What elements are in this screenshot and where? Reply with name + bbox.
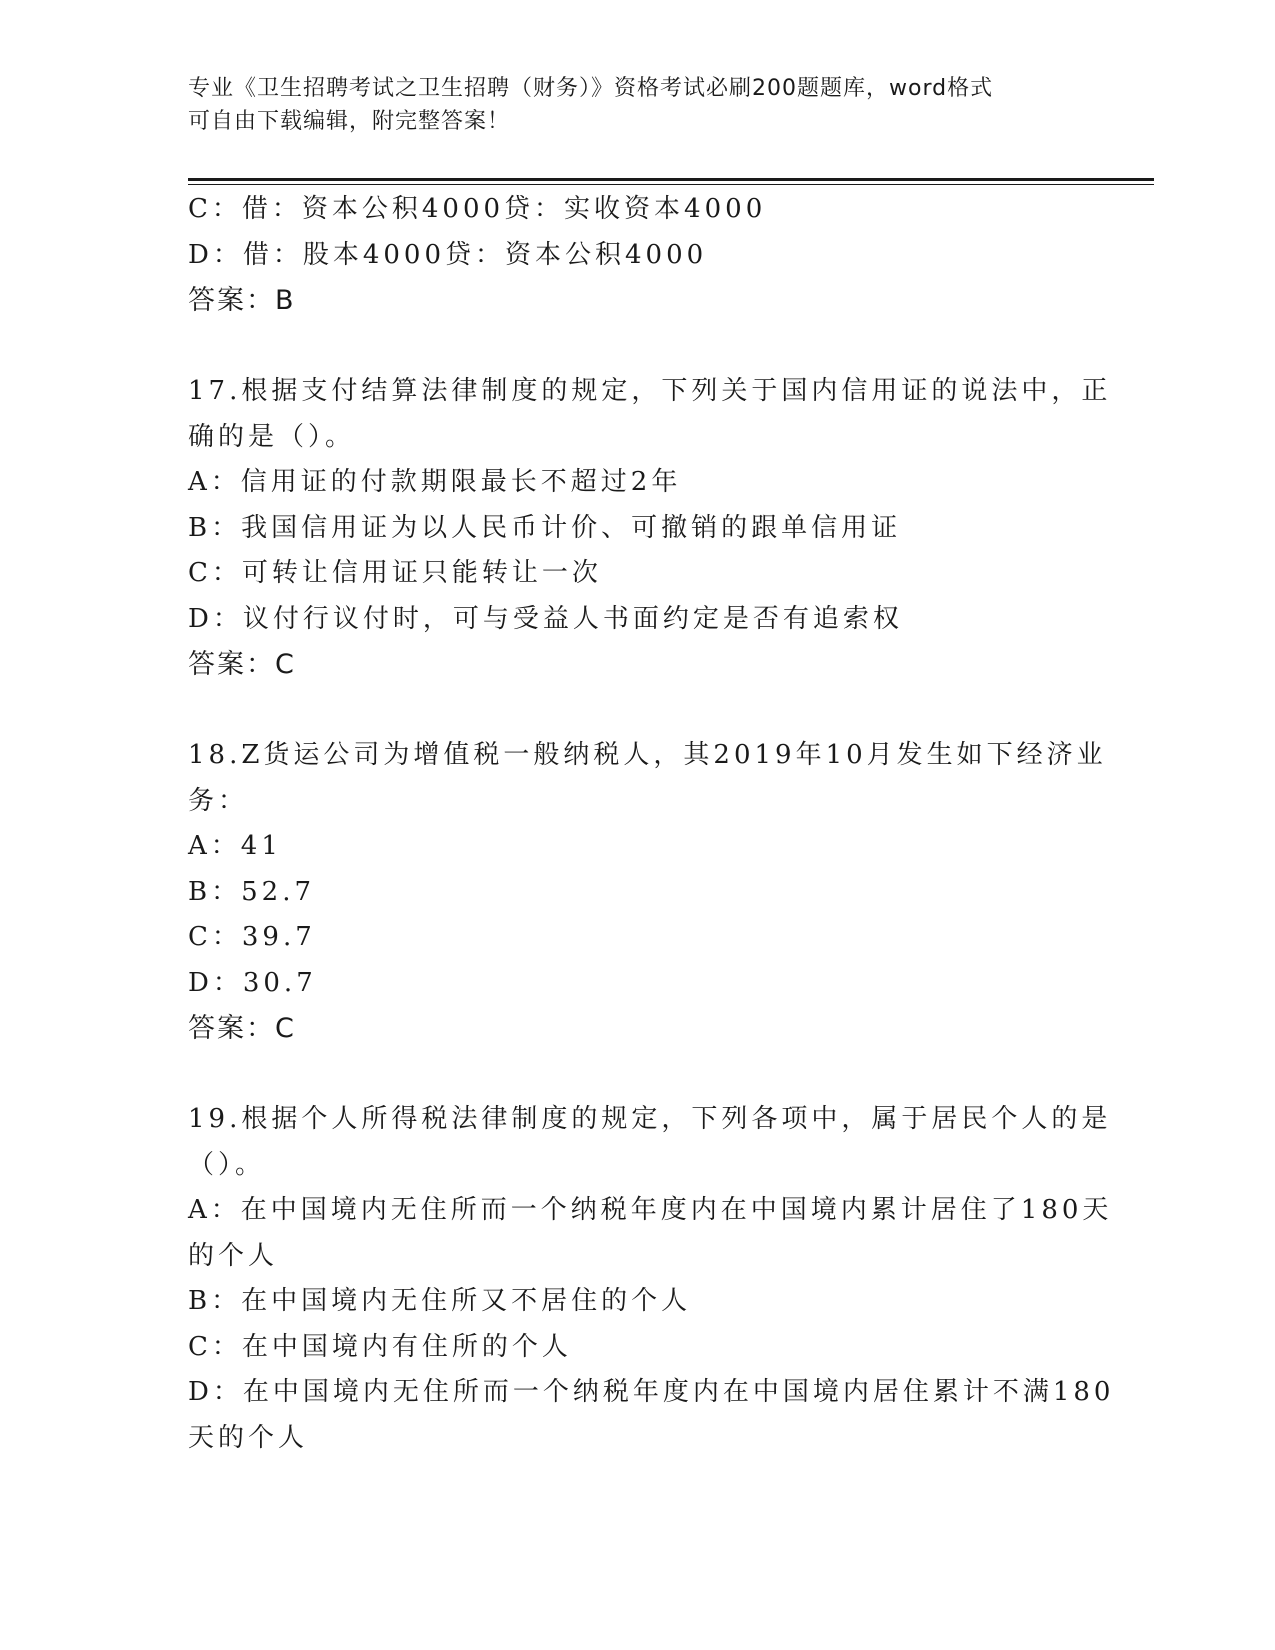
header-title-line-1: 专业《卫生招聘考试之卫生招聘（财务）》资格考试必刷200题题库，word格式 (188, 76, 994, 101)
question-16-continued (188, 187, 1088, 324)
answer-line: 答案：C (188, 649, 296, 680)
question-stem-line-1: 18.Z货运公司为增值税一般纳税人，其2019年10月发生如下经济业 (188, 740, 1107, 770)
option-a: A：41 (188, 831, 282, 861)
question-list (188, 187, 1115, 1461)
question-19 (188, 1097, 1115, 1461)
question-stem-line-1: 19.根据个人所得税法律制度的规定，下列各项中，属于居民个人的是 (188, 1104, 1112, 1134)
option-d-line-1: D：在中国境内无住所而一个纳税年度内在中国境内居住累计不满180 (188, 1377, 1115, 1407)
option-c: C：借：资本公积4000贷：实收资本4000 (188, 194, 767, 224)
question-18 (188, 733, 1107, 1052)
header-rule-thin (188, 184, 1154, 185)
option-c: C：在中国境内有住所的个人 (188, 1331, 572, 1362)
question-stem-line-1: 17.根据支付结算法律制度的规定，下列关于国内信用证的说法中，正 (188, 376, 1112, 406)
option-d: D：借：股本4000贷：资本公积4000 (188, 239, 708, 270)
option-b: B：我国信用证为以人民币计价、可撤销的跟单信用证 (188, 512, 902, 543)
answer-line: 答案：C (188, 1013, 296, 1044)
spacer (188, 324, 1088, 370)
header-rule-thick (188, 178, 1154, 181)
document-header (188, 72, 1068, 138)
option-c: C：39.7 (188, 922, 316, 952)
option-d: D：30.7 (188, 967, 317, 998)
option-a: A：信用证的付款期限最长不超过2年 (188, 467, 682, 497)
header-title-line-2: 可自由下载编辑，附完整答案！ (188, 109, 511, 134)
option-b: B：在中国境内无住所又不居住的个人 (188, 1286, 692, 1316)
question-17 (188, 369, 1112, 688)
spacer (188, 688, 1088, 734)
spacer (188, 1052, 1088, 1098)
question-stem-line-2: （）。 (188, 1149, 266, 1180)
answer-line: 答案：B (188, 285, 296, 316)
question-stem-line-2: 确的是（）。 (188, 421, 356, 452)
option-d-line-2: 天的个人 (188, 1422, 309, 1453)
option-a-line-1: A：在中国境内无住所而一个纳税年度内在中国境内累计居住了180天 (188, 1195, 1113, 1225)
option-b: B：52.7 (188, 876, 315, 907)
option-a-line-2: 的个人 (188, 1240, 279, 1271)
question-stem-line-2: 务： (188, 785, 249, 816)
option-c: C：可转让信用证只能转让一次 (188, 558, 602, 588)
option-d: D：议付行议付时，可与受益人书面约定是否有追索权 (188, 603, 903, 634)
